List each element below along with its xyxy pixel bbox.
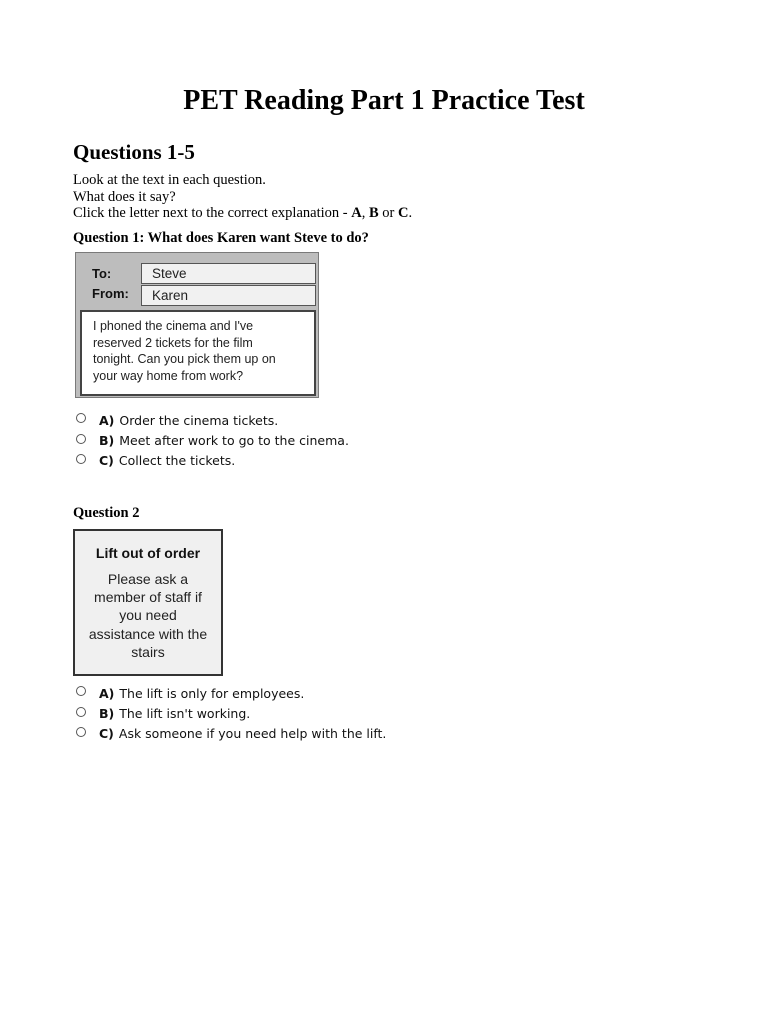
option-text: Order the cinema tickets. [119, 412, 279, 428]
from-label: From: [92, 286, 129, 301]
question-1-option-a[interactable] [76, 410, 349, 430]
question-2-title: Question 2 [73, 505, 140, 521]
option-text: Meet after work to go to the cinema. [119, 433, 349, 449]
sign-line: assistance with the [88, 625, 208, 642]
radio-button[interactable] [76, 727, 86, 737]
message-line: tonight. Can you pick them up on [93, 352, 276, 366]
separator: or [378, 205, 398, 221]
option-text: Ask someone if you need help with the lift. [118, 726, 387, 742]
option-letter: A) [99, 412, 115, 428]
letter-c: C [397, 205, 409, 221]
question-1-option-c[interactable] [76, 451, 349, 471]
radio-button[interactable] [76, 413, 86, 423]
from-value: Karen [141, 285, 316, 306]
separator: , [361, 205, 369, 221]
message-line: I phoned the cinema and I've [93, 319, 254, 333]
question-1-title: Question 1: What does Karen want Steve to do? [73, 230, 369, 246]
letter-b: B [368, 205, 379, 221]
sign-line: you need [119, 607, 177, 624]
option-text: The lift is only for employees. [119, 685, 305, 701]
radio-button[interactable] [76, 454, 86, 464]
sign-line: member of staff if [94, 589, 202, 606]
instruction-line-2: What does it say? [73, 188, 176, 205]
radio-button[interactable] [76, 434, 86, 444]
instruction-text: Click the letter next to the correct explanation - [73, 205, 352, 221]
option-text: Collect the tickets. [118, 453, 236, 469]
lift-sign [73, 529, 223, 676]
question-1-options [76, 410, 349, 471]
message-line: your way home from work? [93, 368, 244, 383]
question-2-option-b[interactable] [76, 703, 386, 723]
radio-button[interactable] [76, 707, 86, 717]
period: . [408, 205, 413, 221]
letter-a: A [351, 205, 362, 221]
sign-line: stairs [131, 643, 165, 660]
page-title: PET Reading Part 1 Practice Test [183, 85, 585, 116]
option-letter: C) [99, 453, 114, 469]
message-body [80, 310, 316, 396]
option-letter: C) [99, 726, 114, 742]
section-title: Questions 1-5 [73, 140, 195, 164]
option-text: The lift isn't working. [119, 706, 251, 722]
instruction-line-1: Look at the text in each question. [73, 172, 266, 188]
instructions [73, 172, 412, 222]
radio-button[interactable] [76, 686, 86, 696]
message-line: reserved 2 tickets for the film [93, 335, 253, 350]
option-letter: B) [99, 706, 115, 722]
to-label: To: [92, 266, 112, 281]
question-2-options [76, 683, 386, 744]
question-1-option-b[interactable] [76, 430, 349, 450]
to-value: Steve [141, 263, 316, 284]
option-letter: B) [99, 433, 115, 449]
question-2-option-c[interactable] [76, 724, 386, 744]
message-card [75, 252, 319, 398]
sign-body [75, 570, 221, 661]
question-2-option-a[interactable] [76, 683, 386, 703]
sign-heading: Lift out of order [95, 545, 201, 561]
option-letter: A) [99, 685, 115, 701]
instruction-line-3 [73, 205, 412, 222]
sign-line: Please ask a [107, 571, 189, 587]
